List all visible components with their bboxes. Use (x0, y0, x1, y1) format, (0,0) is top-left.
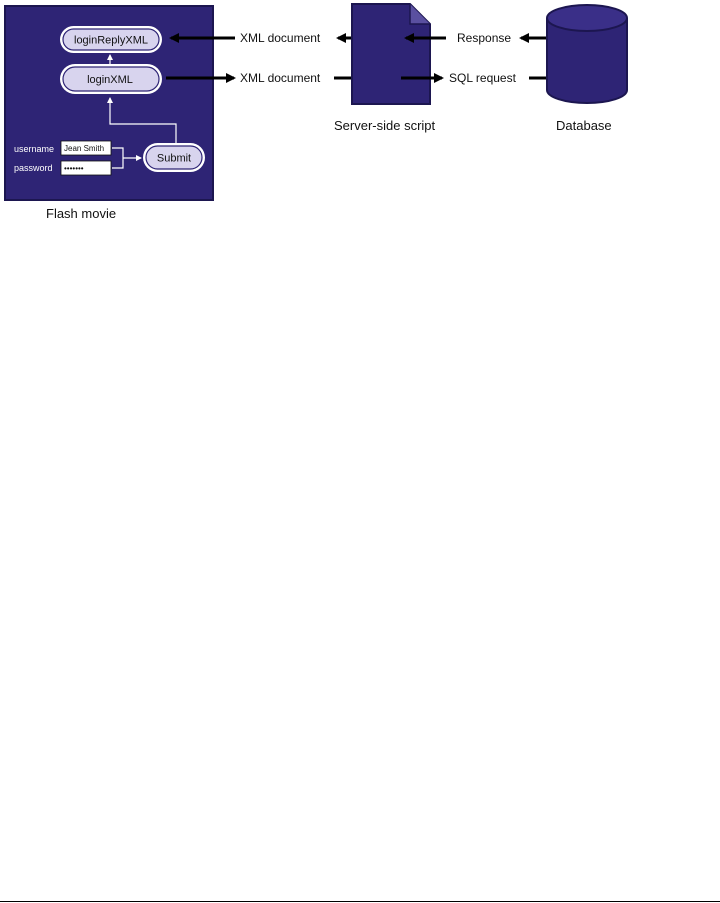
sql-request-label: SQL request (449, 71, 516, 85)
username-value: Jean Smith (64, 144, 105, 153)
login-xml-label: loginXML (87, 74, 133, 86)
login-reply-xml-label: loginReplyXML (74, 34, 148, 47)
server-script-icon (352, 4, 430, 104)
bottom-rule (0, 901, 720, 902)
login-reply-xml-node (60, 26, 162, 53)
flash-movie-panel (5, 6, 213, 200)
password-label: password (14, 163, 53, 173)
xml-document-request-label: XML document (240, 71, 321, 85)
xml-document-reply-label: XML document (240, 31, 321, 45)
login-xml-node (60, 64, 162, 94)
submit-label: Submit (156, 152, 192, 165)
flash-movie-caption: Flash movie (46, 206, 117, 221)
response-label: Response (457, 31, 512, 45)
username-label: username (14, 144, 55, 154)
server-script-caption: Server-side script (334, 118, 436, 133)
password-value: ••••••• (64, 164, 84, 173)
database-caption: Database (556, 118, 612, 133)
submit-button[interactable] (143, 143, 205, 172)
database-icon (547, 5, 627, 103)
